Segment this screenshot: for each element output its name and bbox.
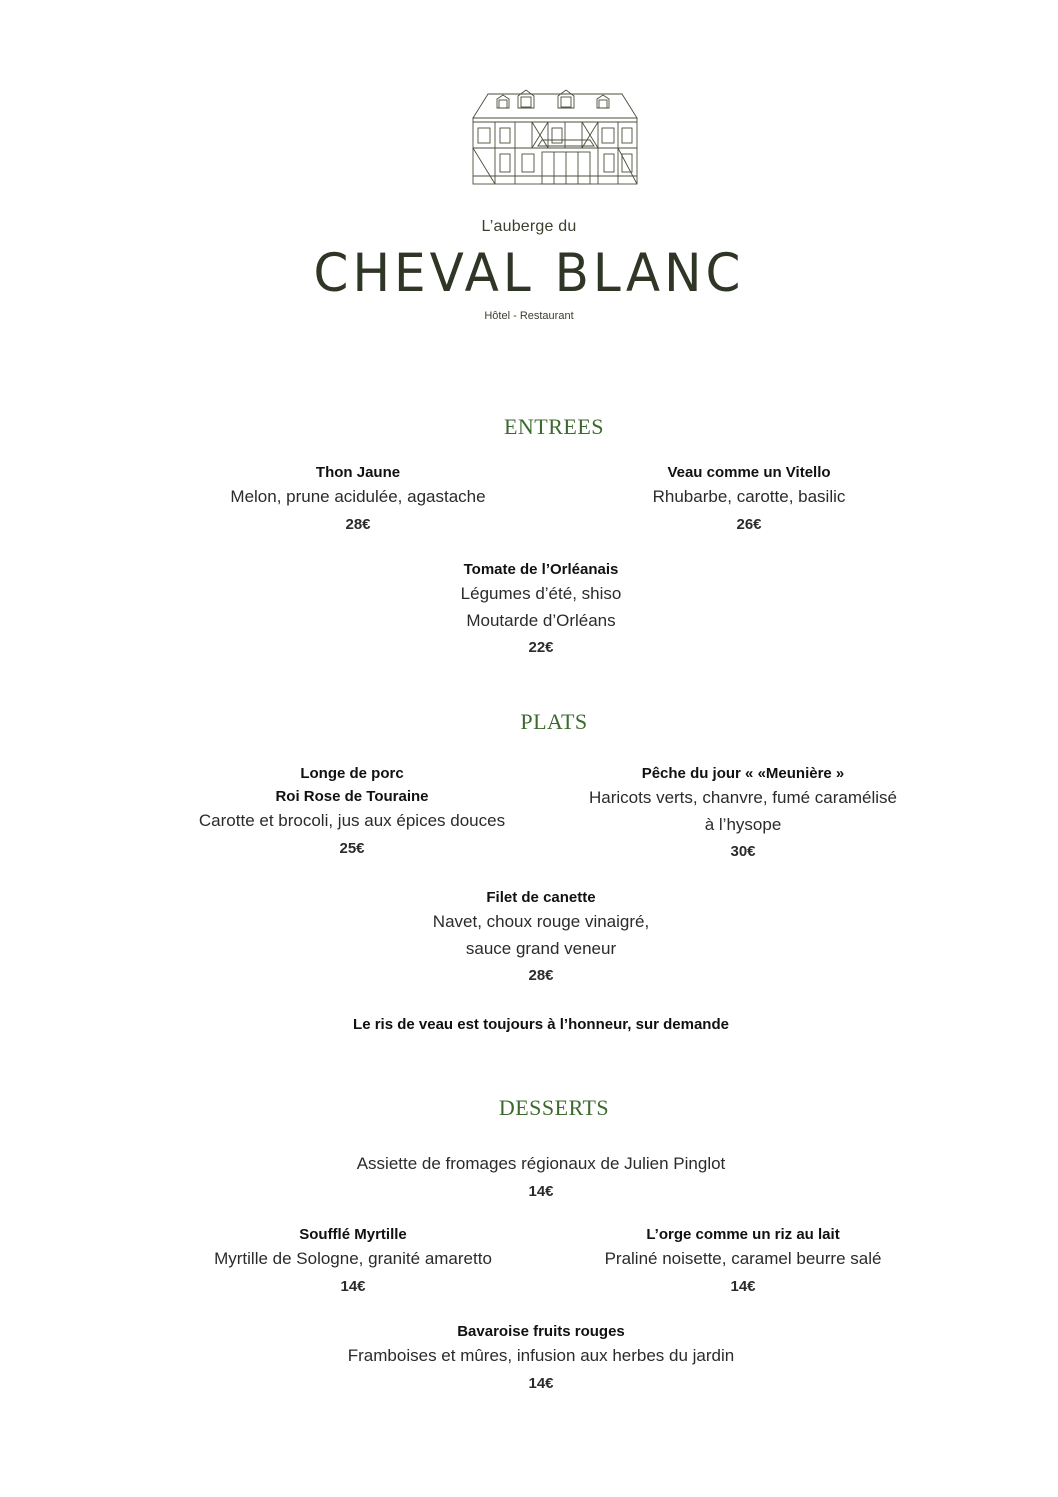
item-name: Filet de canette bbox=[486, 889, 596, 906]
item-desc: Haricots verts, chanvre, fumé caramélisé bbox=[589, 788, 897, 807]
item-name: Pêche du jour « «Meunière » bbox=[641, 765, 845, 782]
logo-subtitle: L’auberge du bbox=[481, 218, 577, 235]
section-title-entrees: ENTREES bbox=[503, 414, 605, 439]
item-desc: Moutarde d’Orléans bbox=[466, 610, 616, 630]
item-name: Roi Rose de Touraine bbox=[275, 788, 429, 805]
item-desc: Navet, choux rouge vinaigré, bbox=[432, 912, 650, 931]
item-desc: Melon, prune acidulée, agastache bbox=[230, 487, 486, 506]
item-price: 14€ bbox=[528, 1182, 554, 1200]
menu-item bbox=[331, 886, 751, 989]
item-price: 28€ bbox=[528, 967, 554, 984]
item-price: 30€ bbox=[730, 843, 756, 860]
item-name: Longe de porc bbox=[300, 765, 404, 782]
item-desc: Framboises et mûres, infusion aux herbes du jardin bbox=[347, 1346, 735, 1365]
item-price: 14€ bbox=[528, 1374, 554, 1392]
item-desc: Assiette de fromages régionaux de Julien Pinglot bbox=[356, 1154, 726, 1173]
item-desc: Carotte et brocoli, jus aux épices douces bbox=[198, 811, 506, 830]
menu-item bbox=[142, 762, 562, 862]
logo-tagline: Hôtel - Restaurant bbox=[484, 310, 574, 322]
item-desc: à l’hysope bbox=[704, 814, 782, 834]
menu-item bbox=[281, 1320, 801, 1397]
item-desc: Myrtille de Sologne, granité amaretto bbox=[214, 1249, 492, 1268]
item-price: 28€ bbox=[345, 515, 371, 533]
logo-title: CHEVAL BLANC bbox=[313, 242, 745, 304]
item-desc: sauce grand veneur bbox=[465, 938, 617, 958]
inn-building-icon bbox=[470, 86, 640, 186]
menu-item bbox=[148, 461, 568, 538]
item-price: 14€ bbox=[340, 1277, 366, 1295]
item-name: Soufflé Myrtille bbox=[299, 1226, 407, 1243]
item-price: 25€ bbox=[339, 839, 365, 857]
item-desc: Praliné noisette, caramel beurre salé bbox=[604, 1249, 882, 1268]
item-name: Veau comme un Vitello bbox=[667, 464, 831, 481]
menu-item bbox=[143, 1223, 563, 1300]
menu-item bbox=[281, 1151, 801, 1205]
section-title-plats: PLATS bbox=[520, 709, 588, 734]
menu-item bbox=[533, 1223, 953, 1300]
item-desc: Légumes d’été, shiso bbox=[460, 584, 622, 603]
item-name: Bavaroise fruits rouges bbox=[457, 1323, 625, 1340]
menu-item bbox=[533, 762, 953, 865]
item-desc: Rhubarbe, carotte, basilic bbox=[652, 487, 846, 506]
menu-item bbox=[331, 558, 751, 661]
item-name: Thon Jaune bbox=[315, 464, 401, 481]
item-price: 22€ bbox=[528, 639, 554, 656]
item-price: 26€ bbox=[736, 515, 762, 533]
section-title-desserts: DESSERTS bbox=[498, 1095, 610, 1120]
menu-item bbox=[539, 461, 959, 538]
item-price: 14€ bbox=[730, 1277, 756, 1295]
item-name: Tomate de l’Orléanais bbox=[463, 561, 619, 578]
menu-note: Le ris de veau est toujours à l’honneur, sur demande bbox=[353, 1016, 729, 1033]
item-name: L’orge comme un riz au lait bbox=[646, 1226, 840, 1243]
